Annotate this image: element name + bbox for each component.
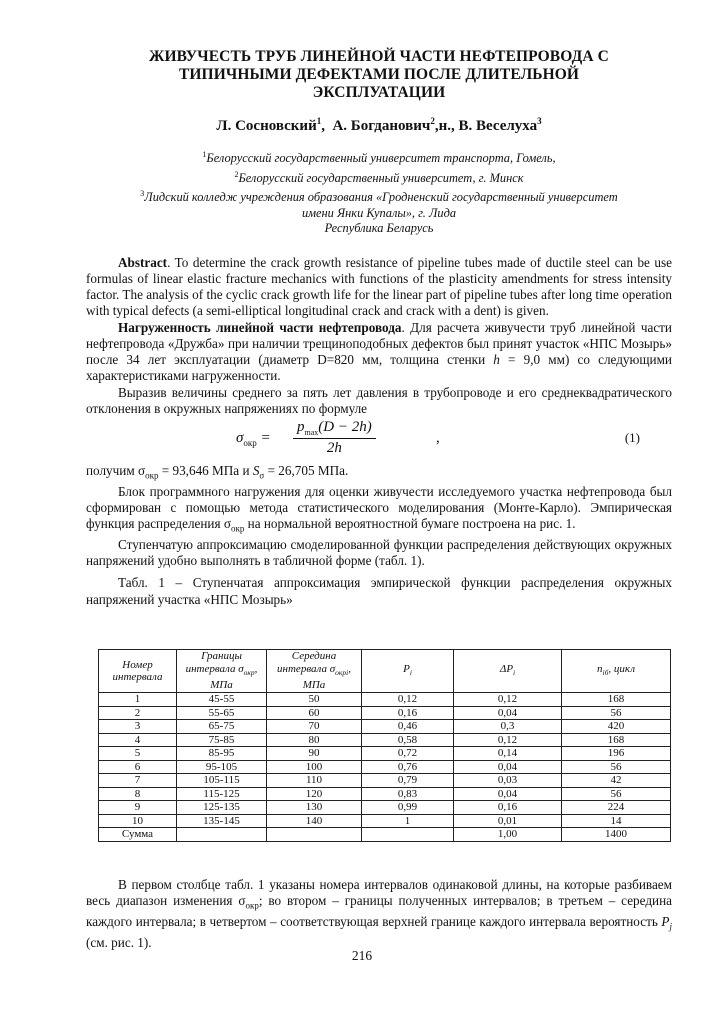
table-cell: 1400 (562, 828, 671, 842)
affiliation-1-sup: 1 (202, 150, 207, 159)
monte-carlo-sub: окр (230, 523, 245, 534)
result-sub-2: σ (259, 470, 265, 481)
affiliation-3-text: Лидский колледж учреждения образования «Гродненский государственный университет (144, 190, 618, 205)
table-cell: 0,04 (454, 706, 562, 720)
table-cell: 55-65 (177, 706, 267, 720)
formula-p-sub: max (304, 427, 319, 437)
table-cell: 56 (562, 787, 671, 801)
formula-lhs (236, 430, 271, 448)
table-cell: 140 (267, 814, 362, 828)
affiliation-1 (86, 147, 672, 167)
explanation-P: P (661, 914, 670, 930)
result-text-3: = 26,705 МПа. (264, 462, 349, 478)
abstract-text: . To determine the crack growth resistance of pipeline tubes made of ductile steel can be use formulas of linear elastic fracture mechanics with functions of the plasticity amendments for stress intensity factor. The analysis of the cyclic crack growth life for the linear part of pipeline tubes after long time operation with typical defects (a semi-elliptical longitudinal crack and crack with a dent) is given. (86, 254, 672, 319)
table-header-row (99, 650, 671, 693)
monte-carlo-text-1: Блок программного нагружения для оценки живучести исследуемого участка нефтепровода был сформирован с помощью метода статистического моделирования (Монте-Карло). Эмпирическая функция распределения σ (86, 483, 672, 532)
table-cell: 56 (562, 760, 671, 774)
table-cell: 130 (267, 801, 362, 815)
table-cell: 3 (99, 720, 177, 734)
col-header-bounds-unit: , МПа (210, 662, 258, 692)
table-cell: 7 (99, 774, 177, 788)
table-cell: 56 (562, 706, 671, 720)
table-row (99, 760, 671, 774)
author-1-sup: 1 (316, 116, 322, 126)
col-header-bounds (177, 650, 267, 693)
explanation-text-3: (см. рис. 1). (86, 934, 152, 950)
table-cell: 80 (267, 733, 362, 747)
explanation-sub-1: окр (245, 900, 259, 911)
table-cell: 135-145 (177, 814, 267, 828)
table-cell: 50 (267, 693, 362, 707)
col-header-probability (362, 650, 454, 693)
table-cell: 42 (562, 774, 671, 788)
col-header-number: Номер интервала (99, 650, 177, 693)
col-header-midpoint-sub: окрi (335, 667, 349, 677)
abstract-label: Abstract (118, 254, 168, 270)
table-cell: 1 (362, 814, 454, 828)
affiliation-3 (82, 186, 676, 206)
authors-line: Л. Сосновский$^1$, А. Богданович$^2$,н., В. Веселуха$^3$ (216, 116, 542, 134)
table-cell: 110 (267, 774, 362, 788)
explanation-text-2: ; во втором – границы полученных интервалов; в третьем – середина каждого интервала; в четвертом – соответствующая верхней границе каждого интервала вероятность (86, 893, 672, 930)
table-cell: 45-55 (177, 693, 267, 707)
monte-carlo-text-2: на нормальной вероятностной бумаге построена на рис. 1. (244, 516, 576, 532)
table-cell: 1,00 (454, 828, 562, 842)
table-cell: 6 (99, 760, 177, 774)
table-row (99, 774, 671, 788)
col-header-delta-sub: i (513, 667, 516, 677)
affiliations (86, 147, 672, 237)
col-header-cycles (562, 650, 671, 693)
table-cell: 0,12 (362, 693, 454, 707)
affiliation-2-sup: 2 (234, 169, 239, 179)
table-cell (177, 828, 267, 842)
table-cell: 60 (267, 706, 362, 720)
col-header-bounds-sub: окр (243, 667, 255, 677)
table-cell: 168 (562, 693, 671, 707)
table-cell: 70 (267, 720, 362, 734)
page-number: 216 (351, 948, 373, 963)
table-cell: 0,12 (454, 733, 562, 747)
table-row (99, 720, 671, 734)
result-text-2: = 93,646 МПа и (158, 462, 253, 478)
title-line-1: ЖИВУЧЕСТЬ ТРУБ ЛИНЕЙНОЙ ЧАСТИ НЕФТЕПРОВОДА С (149, 48, 609, 65)
title-line-3: ЭКСПЛУАТАЦИИ (312, 84, 446, 101)
table-cell: 196 (562, 747, 671, 761)
author-3-sup: 3 (537, 116, 542, 126)
col-header-cycles-text: n (596, 662, 603, 675)
table-row (99, 787, 671, 801)
table-cell: 9 (99, 801, 177, 815)
table-cell: 0,16 (454, 801, 562, 815)
formula-numerator-rest: (D − 2h) (318, 418, 372, 435)
table-cell: 115-125 (177, 787, 267, 801)
formula-numerator (293, 419, 376, 439)
table-row (99, 801, 671, 815)
author-2-suffix: ,н., (434, 118, 455, 134)
col-header-midpoint (267, 650, 362, 693)
explanation-sub-2: j (669, 921, 672, 932)
table-cell: 0,04 (454, 787, 562, 801)
table-cell: 0,3 (454, 720, 562, 734)
table-cell: 0,12 (454, 693, 562, 707)
col-header-midpoint-unit: , МПа (302, 662, 351, 692)
table-cell: 120 (267, 787, 362, 801)
affiliation-4: имени Янки Купалы», г. Лида (301, 205, 457, 220)
table-cell: 65-75 (177, 720, 267, 734)
table-body (99, 693, 671, 842)
author-3: В. Веселуха (458, 118, 538, 134)
result-S: S (252, 462, 260, 478)
col-header-probability-text: P (403, 662, 410, 675)
table-cell: 224 (562, 801, 671, 815)
table-cell: 0,83 (362, 787, 454, 801)
table-cell: 105-115 (177, 774, 267, 788)
paragraph-table-explanation (86, 877, 672, 951)
table-cell: 75-85 (177, 733, 267, 747)
paragraph-loading-h: h (493, 352, 500, 368)
formula-denominator: 2h (326, 439, 342, 456)
paragraph-loading (86, 320, 672, 385)
formula-sigma-sub: окр (243, 437, 257, 448)
table-cell: 0,14 (454, 747, 562, 761)
paragraph-loading-text-1: . Для расчета живучести труб линейной части нефтепровода «Дружба» при наличии трещиноподобных дефектов был принят участок «НПС Мозырь» после 34 лет эксплуатации (диаметр D=820 мм, толщина стенки (86, 319, 672, 368)
table-cell: 420 (562, 720, 671, 734)
title-line-2: ТИПИЧНЫМИ ДЕФЕКТАМИ ПОСЛЕ ДЛИТЕЛЬНОЙ (178, 66, 580, 83)
table-cell: 1 (99, 693, 177, 707)
paragraph-approximation: Ступенчатую аппроксимацию смоделированной функции распределения действующих окружных напряжений удобно выполнять в табличной форме (табл. 1). (86, 537, 672, 569)
table-cell: 0,01 (454, 814, 562, 828)
table-cell: 0,58 (362, 733, 454, 747)
affiliation-2-text: Белорусский государственный университет, г. Минск (238, 170, 524, 185)
table-cell: 8 (99, 787, 177, 801)
formula-fraction (293, 419, 376, 457)
table-cell: 0,04 (454, 760, 562, 774)
author-1: Л. Сосновский (216, 118, 317, 134)
formula-1 (86, 419, 672, 459)
section-heading: Нагруженность линейной части нефтепровода (118, 319, 402, 335)
table-cell: 4 (99, 733, 177, 747)
col-header-bounds-text: Границы интервала σ (185, 650, 244, 675)
paragraph-loading-text-2: = 9,0 мм) со следующими характеристиками нагруженности. (86, 352, 672, 384)
paper-title (86, 48, 672, 102)
affiliation-3-sup: 3 (140, 189, 145, 199)
author-2-sup: 2 (430, 116, 435, 126)
col-header-probability-sub: i (409, 667, 412, 677)
affiliation-5: Республика Беларусь (324, 221, 434, 236)
col-header-cycles-unit: , цикл (608, 662, 636, 675)
table-cell: 0,16 (362, 706, 454, 720)
table-cell: 2 (99, 706, 177, 720)
result-sub-1: окр (145, 470, 159, 481)
table-cell: 5 (99, 747, 177, 761)
table-cell (267, 828, 362, 842)
table-row (99, 693, 671, 707)
col-header-midpoint-text: Середина интервала σ (277, 650, 337, 675)
paragraph-conclusion-block (86, 877, 672, 951)
table-row (99, 706, 671, 720)
table-cell: Сумма (99, 828, 177, 842)
col-header-delta-probability (454, 650, 562, 693)
table-row (99, 733, 671, 747)
formula-p: p (297, 418, 305, 435)
paper-page (86, 48, 672, 608)
table-cell: 10 (99, 814, 177, 828)
formula-comma: , (436, 429, 440, 446)
table-caption: Табл. 1 – Ступенчатая аппроксимация эмпирической функции распределения окружных напряжений участка «НПС Мозырь» (86, 575, 672, 607)
table-cell: 0,99 (362, 801, 454, 815)
table-cell: 95-105 (177, 760, 267, 774)
table-cell: 90 (267, 747, 362, 761)
explanation-text-1: В первом столбце табл. 1 указаны номера интервалов одинаковой длины, на которые разбиваем весь диапазон изменения σ (86, 877, 672, 909)
table-row (99, 814, 671, 828)
table-cell: 0,46 (362, 720, 454, 734)
table-cell: 100 (267, 760, 362, 774)
table-cell: 14 (562, 814, 671, 828)
table-row (99, 828, 671, 842)
abstract (86, 255, 672, 320)
formula-equals: = (256, 429, 271, 446)
table-row (99, 747, 671, 761)
table-cell: 0,72 (362, 747, 454, 761)
table-cell: 85-95 (177, 747, 267, 761)
table-cell: 0,79 (362, 774, 454, 788)
table-cell: 0,03 (454, 774, 562, 788)
table-cell (362, 828, 454, 842)
paragraph-monte-carlo (86, 484, 672, 537)
table-cell: 125-135 (177, 801, 267, 815)
paragraph-formula-intro: Выразив величины среднего за пять лет давления в трубопроводе и его среднеквадратического отклонения в окружных напряжениях по формуле (86, 384, 672, 416)
col-header-delta-text: ΔP (499, 662, 514, 675)
author-2: А. Богданович (332, 118, 431, 134)
affiliation-2 (86, 167, 672, 187)
paragraph-result (86, 463, 672, 484)
data-table (98, 649, 671, 842)
formula-sigma: σ (236, 429, 244, 446)
affiliation-1-text: Белорусский государственный университет транспорта, Гомель, (206, 151, 556, 166)
table-cell: 0,76 (362, 760, 454, 774)
formula-number: (1) (624, 429, 640, 445)
result-text-1: получим σ (86, 462, 146, 478)
col-header-cycles-sub: iб (602, 667, 609, 677)
table-cell: 168 (562, 733, 671, 747)
